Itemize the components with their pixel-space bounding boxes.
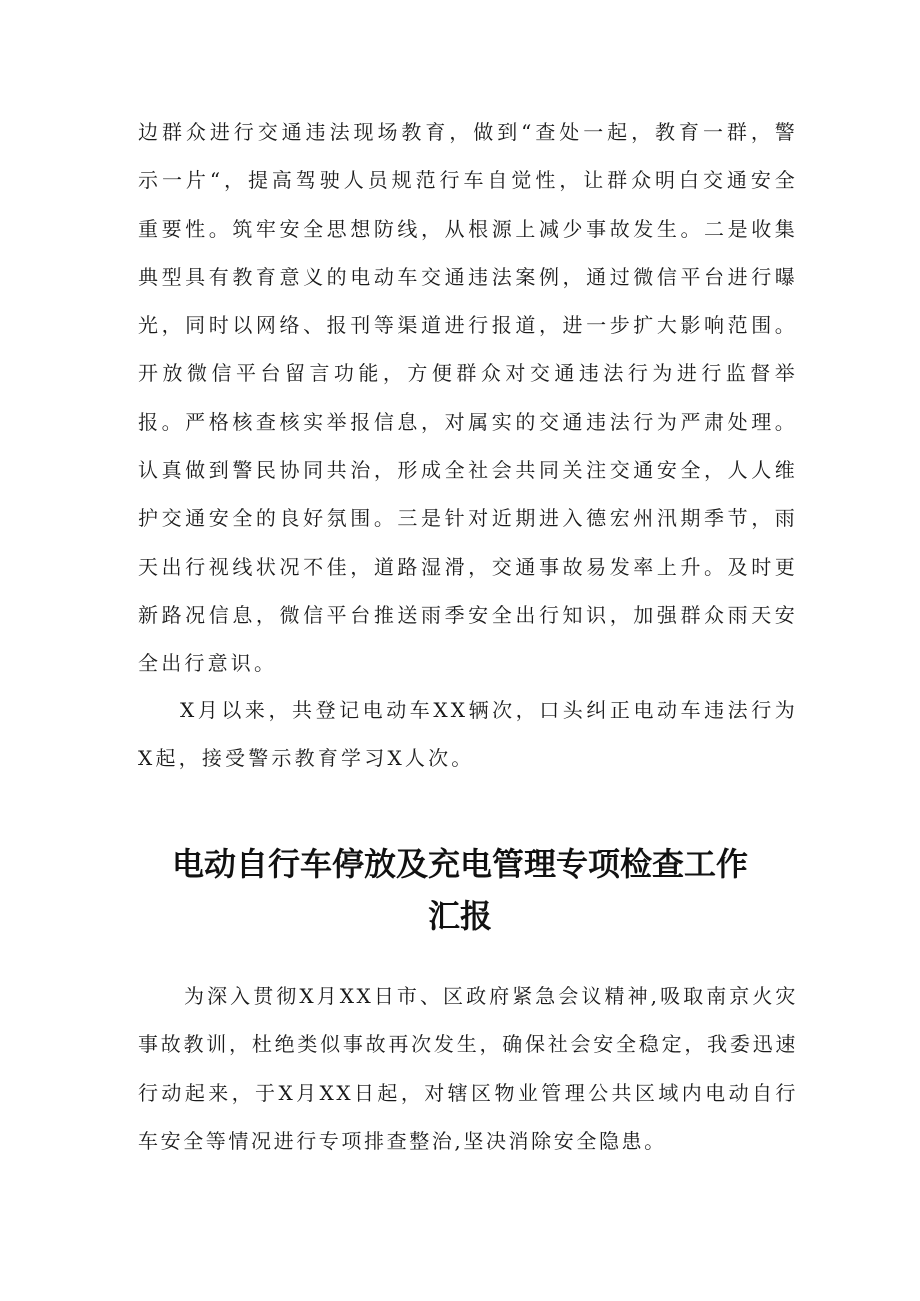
section-title bbox=[120, 838, 800, 942]
body-paragraph-3: 为深入贯彻X月XX日市、区政府紧急会议精神,吸取南京火灾事故教训，杜绝类似事故再次发生，确保社会安全稳定，我委迅速行动起来，于X月XX日起，对辖区物业管理公共区域内电动自行车安全等情况进行专项排查整治,坚决消除安全隐患。 bbox=[138, 984, 798, 1153]
body-paragraph-1: 边群众进行交通违法现场教育，做到“查处一起，教育一群，警示一片“，提高驾驶人员规范行车自觉性，让群众明白交通安全重要性。筑牢安全思想防线，从根源上减少事故发生。二是收集典型具有教育意义的电动车交通违法案例，通过微信平台进行曝光，同时以网络、报刊等渠道进行报道，进一步扩大影响范围。开放微信平台留言功能，方便群众对交通违法行为进行监督举报。严格核查核实举报信息，对属实的交通违法行为严肃处理。认真做到警民协同共治，形成全社会共同关注交通安全，人人维护交通安全的良好氛围。三是针对近期进入德宏州汛期季节，雨天出行视线状况不佳，道路湿滑，交通事故易发率上升。及时更新路况信息，微信平台推送雨季安全出行知识，加强群众雨天安全出行意识。 bbox=[138, 120, 798, 676]
body-paragraph-2: X月以来，共登记电动车XX辆次，口头纠正电动车违法行为X起，接受警示教育学习X人次。 bbox=[138, 698, 798, 771]
section-title-line-2: 汇报 bbox=[427, 897, 492, 935]
section-title-line-1: 电动自行车停放及充电管理专项检查工作 bbox=[171, 845, 748, 883]
